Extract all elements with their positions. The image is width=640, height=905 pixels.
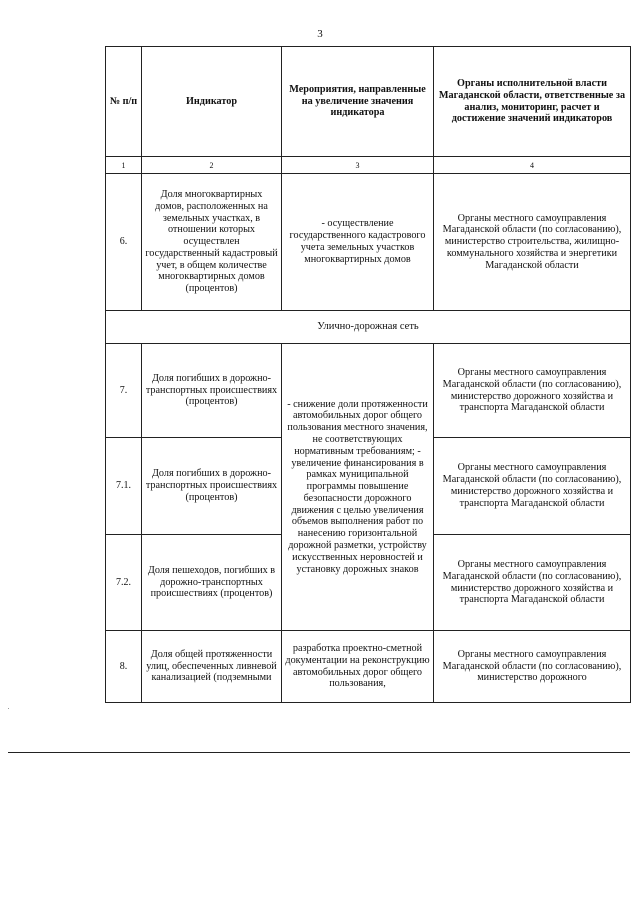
table-row [106,174,631,311]
table-row [106,344,631,438]
measures-cell: разработка проектно-сметной документации на реконструкцию автомобильных дорог общего пользования, [282,631,434,703]
section-row [106,311,631,344]
column-numbers-row [106,157,631,174]
footer-rule [8,752,630,753]
row-number: 8. [106,631,142,703]
header-authorities: Органы исполнительной власти Магаданской области, ответственные за анализ, мониторинг, расчет и достижение значений индикаторов [434,47,631,157]
authorities-cell: Органы местного самоуправления Магаданской области (по согласованию), министерство дорожного хозяйства и транспорта Магаданской области [434,344,631,438]
authorities-cell: Органы местного самоуправления Магаданской области (по согласованию), министерство дорожного хозяйства и транспорта Магаданской области [434,535,631,631]
table-row [106,631,631,703]
authorities-cell: Органы местного самоуправления Магаданской области (по согласованию), министерство строительства, жилищно-коммунального хозяйства и энергетики Магаданской области [434,174,631,311]
indicator-cell: Доля общей протяженности улиц, обеспеченных ливневой канализацией (подземными [142,631,282,703]
indicator-cell: Доля пешеходов, погибших в дорожно-транспортных происшествиях (процентов) [142,535,282,631]
header-num: № п/п [106,47,142,157]
header-measures: Мероприятия, направленные на увеличение значения индикатора [282,47,434,157]
page-number: 3 [317,28,323,40]
indicator-cell: Доля погибших в дорожно-транспортных происшествиях (процентов) [142,438,282,535]
authorities-cell: Органы местного самоуправления Магаданской области (по согласованию), министерство дорожного [434,631,631,703]
column-number: 1 [106,157,142,174]
column-number: 2 [142,157,282,174]
row-number: 6. [106,174,142,311]
scan-speck [8,708,9,709]
row-number: 7.2. [106,535,142,631]
row-number: 7. [106,344,142,438]
indicators-table [105,46,631,703]
section-title: Улично-дорожная сеть [106,311,631,344]
indicator-cell: Доля многоквартирных домов, расположенных на земельных участках, в отношении которых осуществлен государственный кадастровый учет, в общем количестве многоквартирных домов (процентов) [142,174,282,311]
column-number: 3 [282,157,434,174]
measures-cell: - снижение доли протяженности автомобильных дорог общего пользования местного значения, не соответствующих нормативным требованиям; - увеличение финансирования в рамках муниципальной программы повышение безопасности дорожного движения с целью увеличения объемов выполнения работ по нанесению горизонтальной дорожной разметки, устройству искусственных неровностей и установку дорожных знаков [282,344,434,631]
header-indicator: Индикатор [142,47,282,157]
row-number: 7.1. [106,438,142,535]
authorities-cell: Органы местного самоуправления Магаданской области (по согласованию), министерство дорожного хозяйства и транспорта Магаданской области [434,438,631,535]
measures-cell: - осуществление государственного кадастрового учета земельных участков многоквартирных домов [282,174,434,311]
header-row [106,47,631,157]
column-number: 4 [434,157,631,174]
indicator-cell: Доля погибших в дорожно-транспортных происшествиях (процентов) [142,344,282,438]
